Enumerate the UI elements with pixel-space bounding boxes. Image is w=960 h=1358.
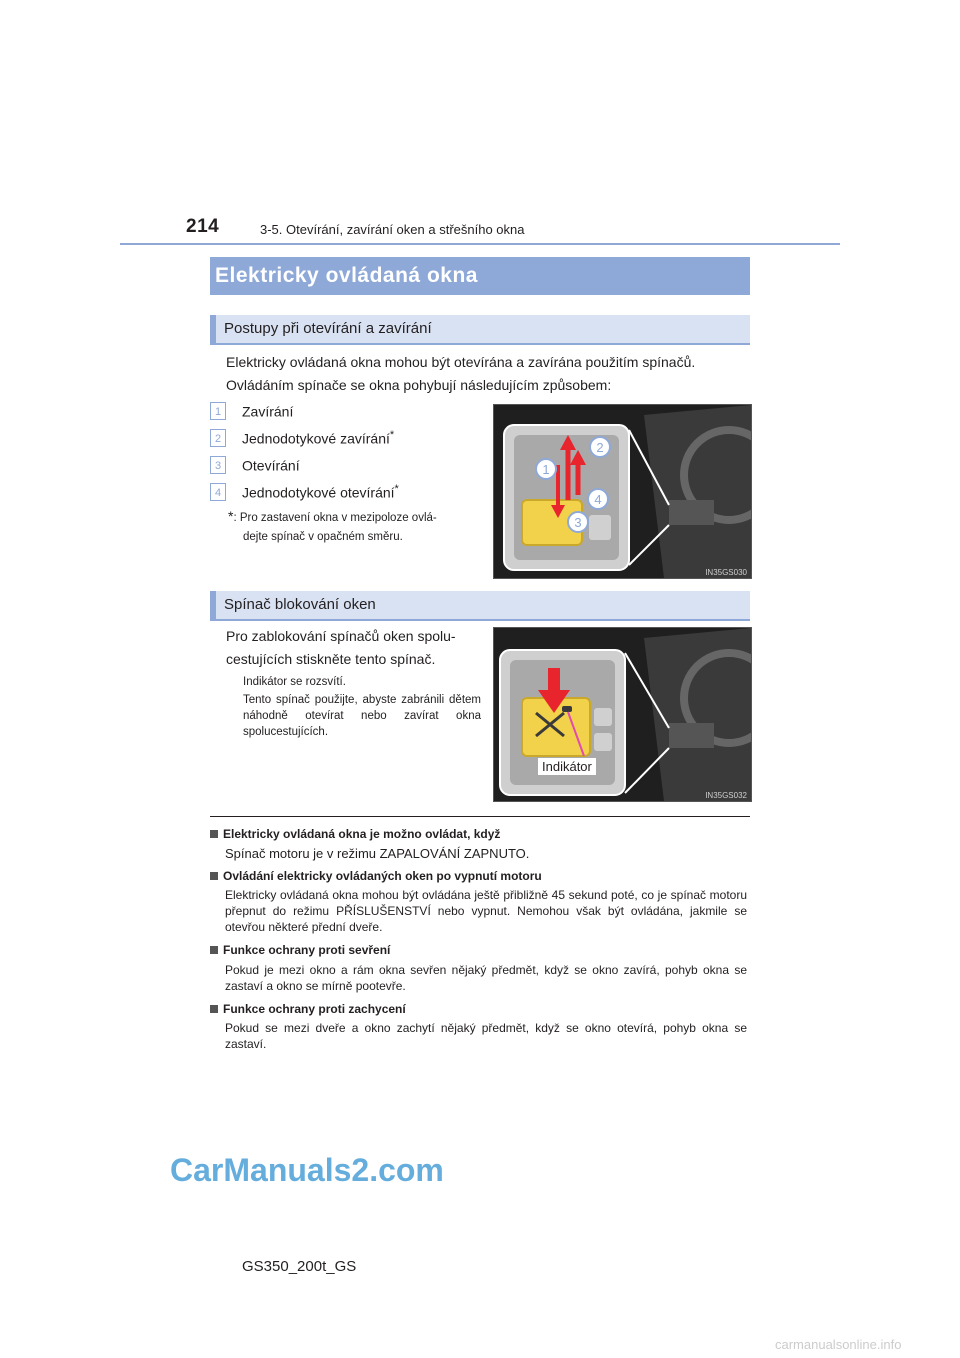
- section-reference: 3-5. Otevírání, zavírání oken a střešního okna: [260, 222, 525, 237]
- note-body: Pokud je mezi okno a rám okna sevřen nějaký předmět, když se okno zavírá, pohyb okna se zastaví a okno se mírně pootevře.: [225, 963, 747, 993]
- note-heading: Elektricky ovládaná okna je možno ovládat, když: [210, 827, 500, 841]
- watermark: CarManuals2.com: [170, 1152, 444, 1188]
- intro-line-1: Elektricky ovládaná okna mohou být otevírána a zavírána použitím spínačů.: [226, 354, 696, 370]
- note-body: Pokud se mezi dveře a okno zachytí nějaký předmět, když se okno otevírá, pohyb okna se zastaví.: [225, 1021, 747, 1051]
- lock-switch-illustration: [494, 628, 751, 801]
- footer-model-code: GS350_200t_GS: [242, 1258, 357, 1275]
- figure-window-switch: [493, 404, 752, 579]
- footnote-line-2: dejte spínač v opačném směru.: [243, 531, 403, 543]
- footer-site: carmanualsonline.info: [775, 1337, 902, 1352]
- lock-note-1: Indikátor se rozsvítí.: [243, 676, 346, 688]
- footnote: *: Pro zastavení okna v mezipoloze ovlá-: [228, 508, 437, 524]
- note-heading: Ovládání elektricky ovládaných oken po vypnutí motoru: [210, 869, 542, 883]
- lock-text-line-2: cestujících stiskněte tento spínač.: [226, 651, 436, 667]
- square-bullet-icon: [210, 830, 218, 838]
- notes-divider: [210, 816, 750, 817]
- footnote-mark: *: [228, 508, 234, 524]
- list-item-label: Jednodotykové otevírání*: [242, 483, 399, 501]
- intro-line-2: Ovládáním spínače se okna pohybují následujícím způsobem:: [226, 377, 612, 393]
- list-item-label: Zavírání: [242, 403, 294, 420]
- indicator-label: Indikátor: [538, 758, 596, 775]
- list-item-label: Jednodotykové zavírání*: [242, 429, 395, 447]
- figure-code: IN35GS032: [705, 791, 747, 800]
- lock-text-line-1: Pro zablokování spínačů oken spolu-: [226, 628, 456, 644]
- lock-note-2: Tento spínač použijte, abyste zabránili dětem náhodně otevírat nebo zavírat okna spolucestujících.: [243, 694, 481, 738]
- section-heading-lock: Spínač blokování oken: [210, 591, 750, 619]
- figure-lock-switch: [493, 627, 752, 802]
- step-number-badge: 1: [210, 402, 226, 420]
- square-bullet-icon: [210, 872, 218, 880]
- step-number-badge: 4: [210, 483, 226, 501]
- square-bullet-icon: [210, 1005, 218, 1013]
- list-item-label: Otevírání: [242, 457, 300, 474]
- step-number-badge: 3: [210, 456, 226, 474]
- callout-4: 4: [594, 492, 602, 507]
- header-rule: [120, 243, 840, 245]
- note-body: Elektricky ovládaná okna mohou být ovládána ještě přibližně 45 sekund poté, co je spínač motoru přepnut do režimu PŘÍSLUŠENSTVÍ nebo vypnut. Nemohou však být ovládána, jakmile se otevřou některé přední dveře.: [225, 888, 747, 934]
- callout-1: 1: [542, 462, 550, 477]
- callout-3: 3: [574, 515, 582, 530]
- note-heading: Funkce ochrany proti sevření: [210, 943, 390, 957]
- page-number: 214: [186, 216, 220, 237]
- callout-2: 2: [596, 440, 604, 455]
- square-bullet-icon: [210, 946, 218, 954]
- window-switch-illustration: [494, 405, 751, 578]
- section-heading-operation: Postupy při otevírání a zavírání: [210, 315, 750, 343]
- note-heading: Funkce ochrany proti zachycení: [210, 1002, 406, 1016]
- page-title: Elektricky ovládaná okna: [210, 257, 750, 295]
- step-number-badge: 2: [210, 429, 226, 447]
- note-body: Spínač motoru je v režimu ZAPALOVÁNÍ ZAPNUTO.: [225, 846, 530, 861]
- figure-code: IN35GS030: [705, 568, 747, 577]
